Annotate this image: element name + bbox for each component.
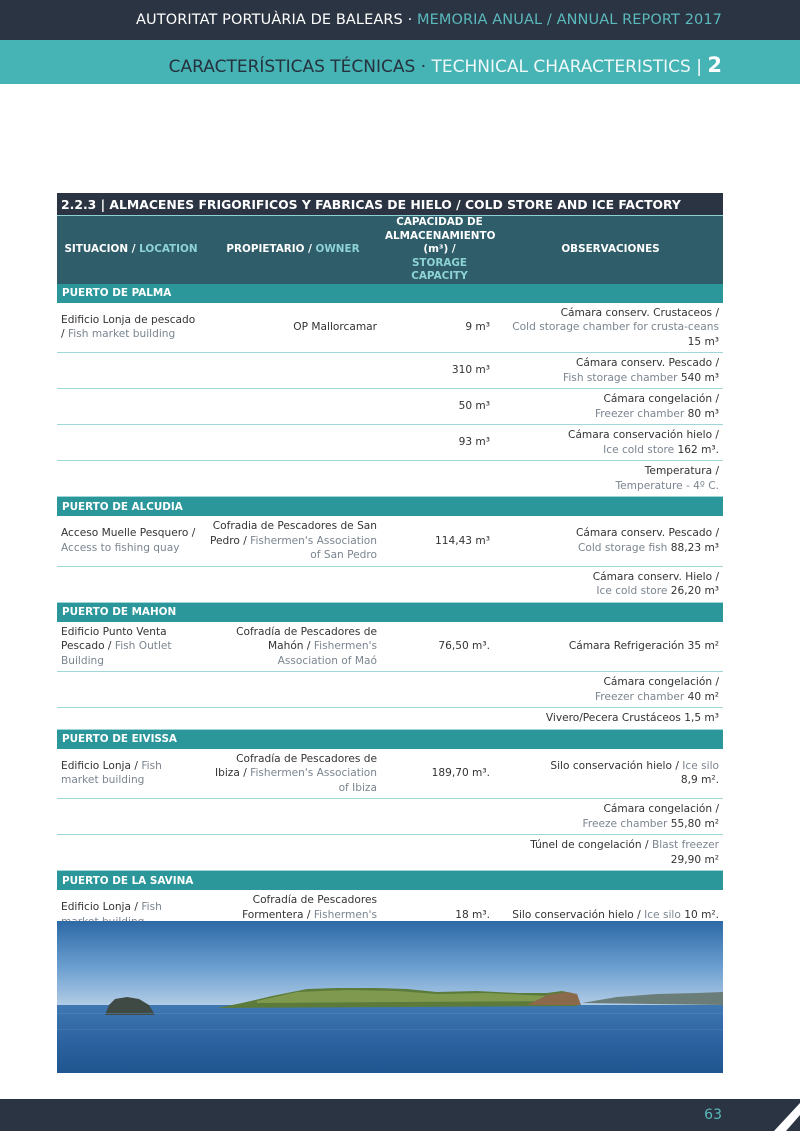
owner-en: Fishermen's Association of Ibiza [250,767,377,794]
capacity-cell [381,708,498,730]
location-cell [57,461,205,497]
location-es: Edificio Lonja de pescado / [61,313,196,341]
owner-es: PROPIETARIO / [226,243,312,255]
observation-value: 8,9 m². [680,774,720,787]
owner-es: Cofradia de Pescadores de San Pedro / [209,520,377,547]
capacity-cell [381,425,498,461]
port-name: PUERTO DE MAHON [57,602,723,622]
cold-store-table [57,193,723,941]
observation-es: Silo conservación hielo / [550,759,679,772]
observation-es: Cámara conserv. Crustaceos / [560,306,720,319]
table-row [57,303,723,353]
table-row [57,708,723,730]
observations-cell [498,672,723,708]
observation-es: Cámara conserv. Pescado / [576,527,720,540]
capacity-es: CAPACIDAD DE ALMACENAMIENTO (m³) / [385,216,496,255]
capacity-cell [381,303,498,353]
owner-cell [205,425,381,461]
observation-es: Temperatura / [644,465,720,477]
observation-en: Cold storage fish [577,541,668,554]
owner-en: Fishermen's [313,908,377,921]
port-name: PUERTO DE ALCUDIA [57,497,723,517]
owner-cell [205,389,381,425]
observation-value: 540 m³ [680,371,720,384]
port-header-row [57,284,723,303]
location-cell [57,672,205,708]
table-row [57,353,723,389]
column-header-capacity [381,216,498,284]
location-cell [57,353,205,389]
capacity-cell [381,516,498,566]
location-cell [57,835,205,871]
observation-es: Cámara congelación / [603,803,720,815]
capacity-en: STORAGE CAPACITY [411,256,468,282]
observations-cell [498,749,723,799]
page-footer [0,1099,800,1131]
section-number: 2 [707,53,722,77]
observation-en: Freezer chamber [594,690,685,703]
capacity-cell [381,461,498,497]
observation-en: Ice cold store [596,585,668,597]
observations-cell [498,708,723,730]
report-header-bar [0,0,800,40]
capacity-value: 9 m³ [465,321,490,333]
capacity-value: 114,43 m³ [434,534,490,547]
capacity-cell [381,389,498,425]
footer-diagonal-decoration [752,1099,800,1131]
observation-es: Vivero/Pecera Crustáceos 1,5 m³ [545,712,720,724]
port-name: PUERTO DE LA SAVINA [57,871,723,891]
owner-cell [205,672,381,708]
section-title-en: TECHNICAL CHARACTERISTICS [431,57,691,77]
observations-cell [498,389,723,425]
column-header-location [57,216,205,284]
port-header-row [57,871,723,891]
table-row [57,672,723,708]
location-en: Fish market building [67,328,176,341]
observation-en: Fish storage chamber [563,371,678,384]
observation-value: 26,20 m³ [670,585,720,597]
location-es: Acceso Muelle Pesquero / [61,527,196,540]
owner-cell [205,566,381,602]
observation-en: Freezer chamber [594,407,685,420]
observation-value: 29,90 m² [670,853,720,866]
table-row [57,389,723,425]
capacity-value: 189,70 m³. [431,767,490,779]
location-cell [57,566,205,602]
owner-cell [205,516,381,566]
capacity-value: 310 m³ [451,364,490,377]
observations-cell [498,799,723,835]
section-title [169,40,722,92]
observation-es: Cámara Refrigeración 35 m² [568,640,720,652]
observations-cell [498,622,723,672]
column-header-owner [205,216,381,284]
page-number: 63 [704,1107,722,1123]
owner-es: Cofradía de Pescadores de Mahón / [236,625,377,652]
observation-es: Cámara conserv. Pescado / [576,357,720,369]
owner-es: Cofradía de Pescadores de Ibiza / [214,752,377,779]
observation-en: Cold storage chamber for crusta-ceans [512,321,720,333]
location-cell [57,622,205,672]
capacity-value: 93 m³ [458,436,490,449]
observations-cell [498,303,723,353]
location-es: Edificio Lonja / [61,901,138,914]
capacity-cell [381,566,498,602]
observation-en: Ice silo [644,908,681,921]
observation-value: 80 m³ [687,407,720,420]
capacity-cell [381,353,498,389]
observations-cell [498,425,723,461]
observation-value: 88,23 m³ [670,541,720,554]
table-row [57,425,723,461]
capacity-value: 18 m³. [455,908,490,921]
owner-cell [205,353,381,389]
observation-value: 40 m² [687,690,720,703]
port-header-row [57,729,723,749]
table-row [57,461,723,497]
capacity-cell [381,835,498,871]
owner-cell [205,461,381,497]
coastline-photo [57,921,723,1073]
observation-value: 162 m³. [677,443,720,456]
capacity-cell [381,749,498,799]
column-header-observations: OBSERVACIONES [498,216,723,284]
location-en: LOCATION [139,243,198,255]
table-row [57,835,723,871]
location-en: Fish [141,901,162,914]
owner-es: Cofradía de Pescadores Formentera / [242,894,377,921]
observation-es: Silo conservación hielo / [512,908,641,921]
capacity-value: 76,50 m³. [438,640,490,652]
owner-cell [205,303,381,353]
observation-en: Freeze chamber [582,817,668,830]
observations-cell [498,835,723,871]
observations-cell [498,461,723,497]
header-org: AUTORITAT PORTUÀRIA DE BALEARS · [136,12,413,28]
capacity-cell [381,672,498,708]
observations-cell [498,566,723,602]
observations-cell [498,516,723,566]
observation-en: Blast freezer [651,839,720,851]
owner-es: OP Mallorcamar [293,321,377,333]
capacity-cell [381,799,498,835]
observation-es: Cámara conserv. Hielo / [592,570,720,583]
table-row [57,622,723,672]
observation-es: Cámara congelación / [603,393,720,405]
table-row [57,516,723,566]
table-title-row [57,193,723,216]
location-en: Fish Outlet Building [61,640,172,667]
report-header-text [136,0,722,40]
location-es: Edificio Punto Venta Pescado / [61,625,167,652]
observation-es: Cámara congelación / [603,676,720,688]
location-en: Fish market building [61,759,162,787]
owner-en: OWNER [315,243,360,255]
location-en: Access to fishing quay [61,541,180,554]
port-name: PUERTO DE PALMA [57,284,723,303]
table-header-row [57,216,723,284]
observation-value: 15 m³ [687,335,720,348]
port-header-row [57,602,723,622]
location-cell [57,425,205,461]
observation-es: Túnel de congelación / [530,839,649,851]
location-cell [57,799,205,835]
table-row [57,749,723,799]
table-row [57,799,723,835]
observation-value: 10 m². [684,908,720,921]
owner-cell [205,708,381,730]
section-title-bar [0,40,800,84]
table-title: 2.2.3 | ALMACENES FRIGORIFICOS Y FABRICAS DE HIELO / COLD STORE AND ICE FACTORY [57,193,723,216]
observation-es: Cámara conservación hielo / [568,429,720,441]
observation-en: Temperature - 4º C. [615,479,720,492]
port-header-row [57,497,723,517]
capacity-value: 50 m³ [458,400,490,413]
location-cell [57,749,205,799]
header-report: ANNUAL REPORT 2017 [556,12,722,28]
section-separator: | [696,57,702,77]
observation-en: Ice cold store [603,443,675,456]
capacity-cell [381,622,498,672]
observations-cell [498,353,723,389]
owner-cell [205,622,381,672]
location-es: SITUACION / [64,243,136,255]
observation-value: 55,80 m² [670,817,720,830]
location-cell [57,303,205,353]
owner-en: Fishermen's Association of San Pedro [250,534,377,561]
location-cell [57,516,205,566]
location-es: Edificio Lonja / [61,759,138,772]
owner-cell [205,749,381,799]
header-memoria: MEMORIA ANUAL / [417,12,552,28]
table-row [57,566,723,602]
owner-cell [205,799,381,835]
location-cell [57,389,205,425]
cold-store-table-container [57,193,723,941]
port-name: PUERTO DE EIVISSA [57,729,723,749]
owner-en: Fishermen's Association of Maó [277,640,377,667]
section-title-es: CARACTERÍSTICAS TÉCNICAS · [168,57,427,77]
observation-en: Ice silo [682,759,720,772]
location-cell [57,708,205,730]
owner-cell [205,835,381,871]
